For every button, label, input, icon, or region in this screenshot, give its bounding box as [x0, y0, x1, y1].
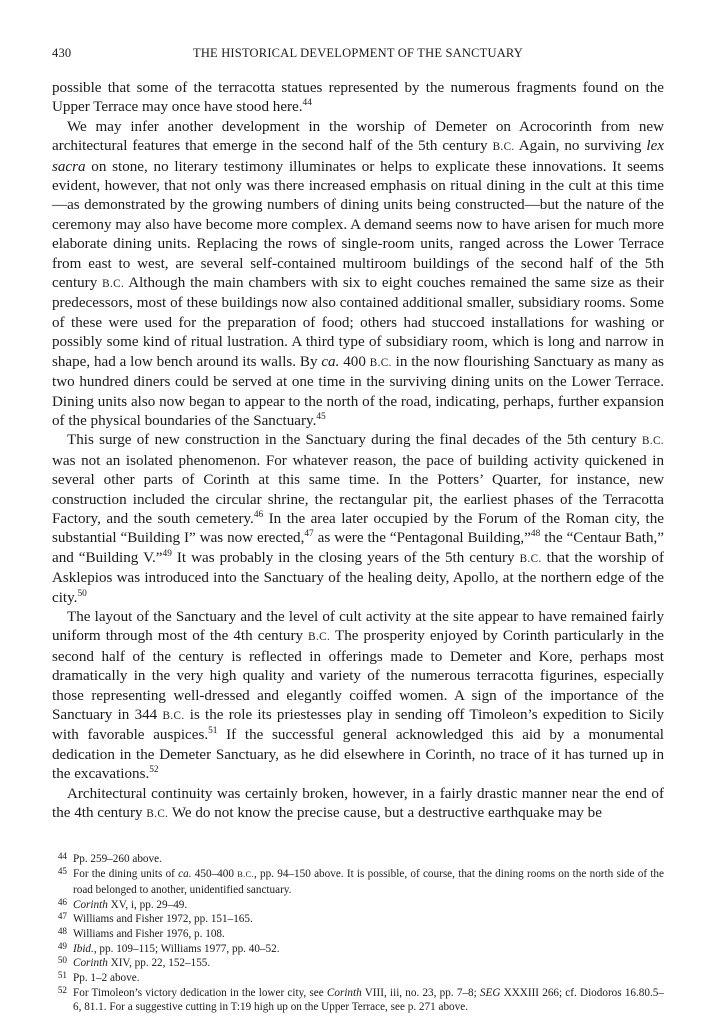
- italic-text: Corinth: [73, 957, 108, 970]
- italic-text: Corinth: [73, 898, 108, 911]
- text-run: If the successful general acknowledged this aid by a monumental dedication in the Demeter Sanctuary, as he did elsewhere in Corinth, no trace of it has turned up in the excavations.: [52, 727, 664, 783]
- text-run: XXXIII 266; cf. Diodoros 16.80.5–6, 81.1. For a suggestive cutting in T:19 high up on the Upper Terrace, see p. 271 above.: [73, 986, 664, 1014]
- text-run: Again, no surviving: [514, 138, 647, 155]
- italic-text: ca.: [178, 868, 192, 881]
- footnote-number: 48: [57, 925, 67, 936]
- footnote-text: [73, 942, 664, 957]
- text-run: as were the “Pentagonal Building,”: [313, 530, 531, 547]
- footnote-number: 45: [57, 866, 67, 877]
- paragraph: [52, 431, 664, 608]
- footnote: [52, 986, 664, 1015]
- text-run: This surge of new construction in the Sanctuary during the final decades of the 5th century: [67, 432, 642, 449]
- text-run: In the area later occupied by the Forum of the Roman city, the substantial “Building I” was now erected,: [52, 510, 664, 547]
- footnote-ref: 47: [304, 529, 314, 540]
- text-run: We do not know the precise cause, but a destructive earthquake may be: [168, 805, 602, 822]
- small-caps-text: B.C.: [102, 278, 125, 291]
- small-caps-text: B.C.: [237, 870, 254, 880]
- footnote: [52, 956, 664, 971]
- italic-text: ca.: [321, 353, 340, 370]
- text-run: on stone, no literary testimony illuminates or helps to explicate these innovations. It seems evident, however, that not only was there increased emphasis on ritual dining in the cult at this time—as demonstrated by the growing numbers of dining units being constructed—but the nature of the ceremony may also have become more complex. A demand seems now to have arisen for much more elaborate dining units. Replacing the rows of single-room units, ranged across the Lower Terrace from east to west, are several self-contained multiroom buildings of the second half of the 5th century: [52, 158, 664, 292]
- footnote-ref: 45: [316, 411, 326, 422]
- text-run: Pp. 1–2 above.: [73, 972, 140, 985]
- page-number: 430: [52, 46, 72, 60]
- footnote-ref: 48: [530, 529, 541, 540]
- footnote-ref: 49: [162, 548, 172, 559]
- text-run: The layout of the Sanctuary and the level of cult activity at the site appear to have remained fairly uniform through most of the 4th century: [52, 608, 664, 645]
- footnote-number: 51: [57, 970, 67, 981]
- footnote-ref: 44: [302, 98, 312, 109]
- text-run: possible that some of the terracotta statues represented by the numerous fragments found on the Upper Terrace may once have stood here.: [52, 80, 664, 116]
- text-run: The prosperity enjoyed by Corinth particularly in the second half of the century is reflected in offerings made to Demeter and Kore, perhaps most dramatically in the very high quality and variety of the numerous terracotta figurines, especially those representing well-dressed and elegantly coiffed women. A sign of the importance of the Sanctuary in 344: [52, 628, 664, 723]
- text-run: For the dining units of: [73, 868, 179, 881]
- footnote-text: [73, 912, 664, 927]
- small-caps-text: B.C.: [369, 356, 392, 369]
- text-run: XV, i, pp. 29–49.: [107, 898, 188, 911]
- document-page: [52, 46, 664, 1015]
- small-caps-text: B.C.: [641, 435, 664, 448]
- italic-text: SEG: [479, 986, 501, 999]
- text-run: , pp. 109–115; Williams 1977, pp. 40–52.: [93, 942, 280, 955]
- footnote-number: 47: [57, 911, 67, 922]
- footnote-number: 50: [57, 955, 67, 966]
- text-run: Williams and Fisher 1976, p. 108.: [73, 927, 225, 940]
- paragraph: [52, 785, 664, 825]
- small-caps-text: B.C.: [162, 710, 185, 722]
- italic-text: lex sacra: [52, 138, 664, 175]
- footnote: [52, 927, 664, 942]
- text-run: 450–400: [191, 868, 238, 881]
- text-run: We may infer another development in the worship of Demeter on Acrocorinth from new architectural features that emerge in the second half of the 5th century: [52, 118, 664, 155]
- text-run: Williams and Fisher 1972, pp. 151–165.: [73, 913, 253, 926]
- footnote: [52, 898, 664, 913]
- footnote-number: 46: [57, 896, 67, 907]
- footnote-text: [73, 927, 664, 942]
- footnote-text: [73, 852, 664, 867]
- footnote-text: [73, 898, 664, 913]
- footnote: [52, 852, 664, 867]
- text-run: Pp. 259–260 above.: [73, 853, 162, 866]
- text-run: It was probably in the closing years of the 5th century: [171, 549, 520, 566]
- text-run: Architectural continuity was certainly broken, however, in a fairly drastic manner near the end of the 4th century: [52, 785, 664, 822]
- text-run: Although the main chambers with six to eight couches remained the same size as their predecessors, most of these buildings now also contained additional smaller, subsidiary rooms. Some of these were used for the preparation of food; others had stuccoed installations for washing or possibly some kind of ritual lustration. A third type of subsidiary room, which is long and narrow in shape, had a low bench around its walls. By: [52, 275, 664, 370]
- text-run: , pp. 94–150 above. It is possible, of course, that the dining rooms on the north side of the road belonged to another, unidentified sanctuary.: [73, 868, 664, 896]
- text-run: that the worship of Asklepios was introduced into the Sanctuary of the healing deity, Apollo, at the northern edge of the city.: [52, 549, 664, 606]
- text-run: in the now flourishing Sanctuary as many as two hundred diners could be served at one time in the surviving dining units on the Lower Terrace. Dining units also now began to appear to the north of the road, indicating, perhaps, further expansion of the physical boundaries of the Sanctuary.: [52, 353, 665, 429]
- footnote-text: [73, 956, 664, 971]
- text-run: For Timoleon’s victory dedication in the lower city, see: [73, 986, 327, 999]
- small-caps-text: B.C.: [492, 141, 515, 154]
- footnote-ref: 51: [208, 726, 218, 737]
- text-run: XIV, pp. 22, 152–155.: [107, 957, 211, 970]
- paragraph: [52, 118, 664, 432]
- running-head: [52, 46, 664, 68]
- footnote: [52, 971, 664, 986]
- small-caps-text: B.C.: [146, 808, 169, 821]
- footnote-ref: 50: [77, 588, 87, 599]
- text-run: 400: [339, 353, 370, 370]
- italic-text: Ibid.: [73, 942, 94, 955]
- paragraph: [52, 608, 664, 785]
- footnotes: [52, 852, 664, 1015]
- footnote-text: [73, 971, 664, 986]
- footnote-number: 52: [57, 984, 67, 995]
- text-run: is the role its priestesses play in sending off Timoleon’s expedition to Sicily with favorable auspices.: [52, 707, 664, 744]
- footnote-text: [73, 867, 664, 897]
- footnote-ref: 46: [253, 509, 264, 520]
- small-caps-text: B.C.: [519, 552, 542, 565]
- small-caps-text: B.C.: [308, 631, 331, 644]
- footnote: [52, 942, 664, 957]
- footnote-ref: 52: [149, 765, 159, 776]
- footnote: [52, 912, 664, 927]
- text-run: VIII, iii, no. 23, pp. 7–8;: [361, 986, 480, 999]
- footnote: [52, 867, 664, 897]
- paragraph: [52, 79, 664, 118]
- running-title: THE HISTORICAL DEVELOPMENT OF THE SANCTUARY: [192, 46, 524, 60]
- footnote-text: [73, 986, 664, 1015]
- body-text: [52, 79, 664, 824]
- italic-text: Corinth: [326, 986, 362, 999]
- text-run: was not an isolated phenomenon. For whatever reason, the pace of building activity quickened in several other parts of Corinth at this same time. In the Potters’ Quarter, for instance, new construction included the circular shrine, the rectangular pit, the earliest phases of the Terracotta Factory, and the south cemetery.: [52, 452, 664, 527]
- text-run: the “Centaur Bath,” and “Building V.”: [52, 530, 664, 566]
- footnote-number: 44: [57, 851, 67, 862]
- footnote-number: 49: [57, 940, 67, 951]
